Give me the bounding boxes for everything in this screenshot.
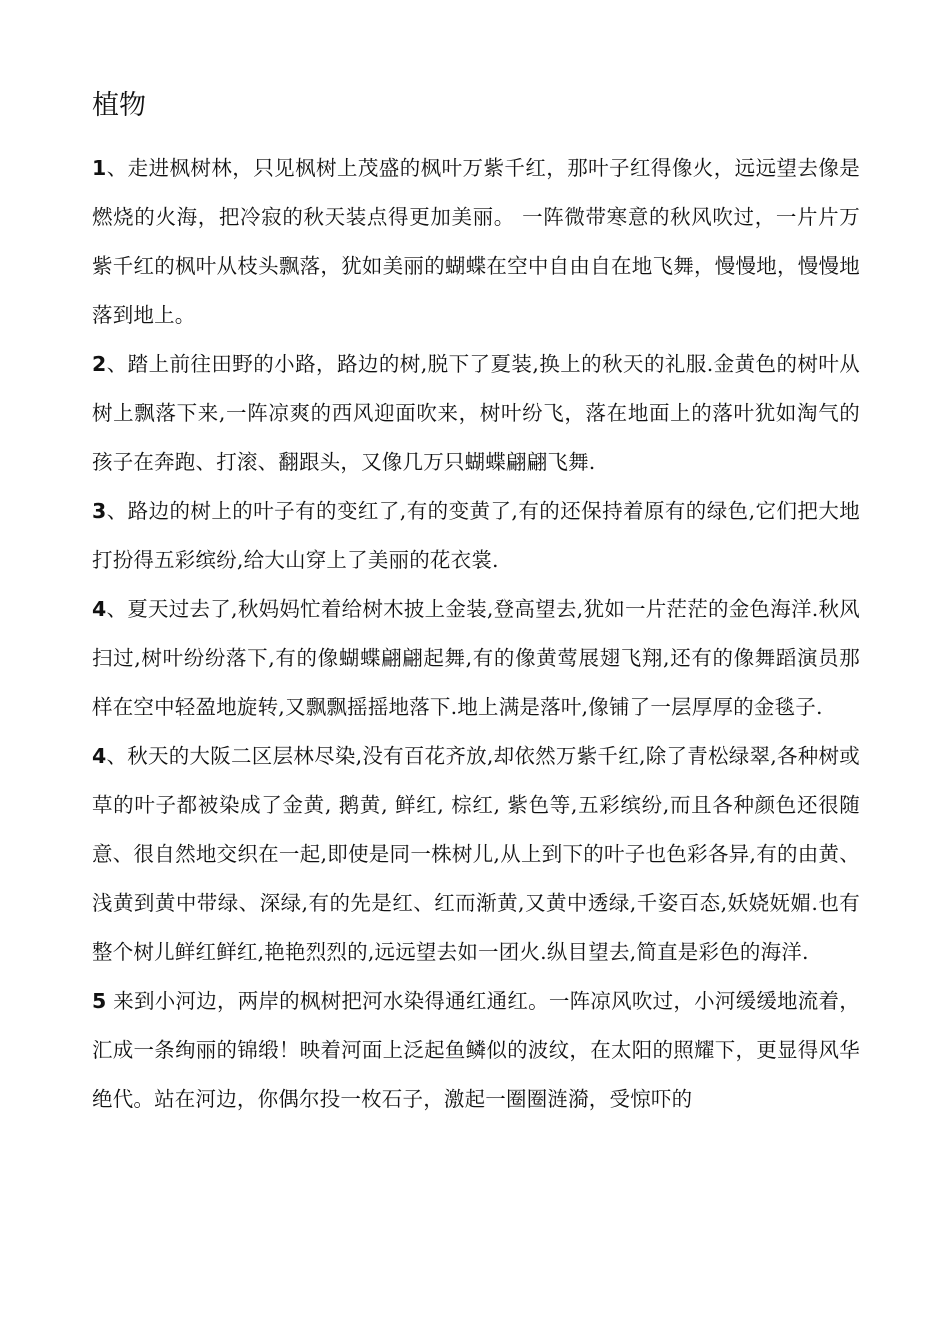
paragraph-text: 、走进枫树林，只见枫树上茂盛的枫叶万紫千红，那叶子红得像火，远远望去像是燃烧的火海，把冷寂的秋天装点得更加美丽。 一阵微带寒意的秋风吹过，一片片万紫千红的枫叶从枝头飘落，犹如美丽的蝴蝶在空中自由自在地飞舞，慢慢地，慢慢地落到地上。	[92, 156, 860, 327]
paragraph-text: 、秋天的大阪二区层林尽染,没有百花齐放,却依然万紫千红,除了青松绿翠,各种树或草的叶子都被染成了金黄, 鹅黄, 鲜红, 棕红, 紫色等,五彩缤纷,而且各种颜色还很随意、很自然地交织在一起,即使是同一株树儿,从上到下的叶子也色彩各异,有的由黄、浅黄到黄中带绿、深绿,有的先是红、红而渐黄,又黄中透绿,千姿百态,妖娆妩媚.也有整个树儿鲜红鲜红,艳艳烈烈的,远远望去如一团火.纵目望去,简直是彩色的海洋.	[92, 744, 860, 964]
paragraph	[92, 340, 860, 487]
paragraph-text: 、夏天过去了,秋妈妈忙着给树木披上金装,登高望去,犹如一片茫茫的金色海洋.秋风扫过,树叶纷纷落下,有的像蝴蝶翩翩起舞,有的像黄莺展翅飞翔,还有的像舞蹈演员那样在空中轻盈地旋转,又飘飘摇摇地落下.地上满是落叶,像铺了一层厚厚的金毯子.	[92, 597, 860, 719]
paragraph	[92, 487, 860, 585]
document-title: 植物	[92, 90, 146, 121]
paragraph-number: 5	[92, 989, 107, 1013]
paragraph	[92, 977, 860, 1124]
paragraph-number: 4	[92, 744, 107, 768]
paragraph-text: 、踏上前往田野的小路，路边的树,脱下了夏装,换上的秋天的礼服.金黄色的树叶从树上飘落下来,一阵凉爽的西风迎面吹来，树叶纷飞，落在地面上的落叶犹如淘气的孩子在奔跑、打滚、翻跟头，又像几万只蝴蝶翩翩飞舞.	[92, 352, 860, 474]
paragraph-number: 4	[92, 597, 107, 621]
paragraph-number: 1	[92, 156, 107, 180]
paragraph-text: 来到小河边，两岸的枫树把河水染得通红通红。一阵凉风吹过，小河缓缓地流着，汇成一条绚丽的锦缎！映着河面上泛起鱼鳞似的波纹，在太阳的照耀下，更显得风华绝代。站在河边，你偶尔投一枚石子，激起一圈圈涟漪，受惊吓的	[92, 989, 860, 1111]
paragraph-number: 3	[92, 499, 107, 523]
paragraph-number: 2	[92, 352, 107, 376]
paragraph	[92, 732, 860, 977]
paragraph-text: 、路边的树上的叶子有的变红了,有的变黄了,有的还保持着原有的绿色,它们把大地打扮得五彩缤纷,给大山穿上了美丽的花衣裳.	[92, 499, 860, 572]
paragraph	[92, 144, 860, 340]
paragraph-list	[92, 144, 860, 1124]
paragraph	[92, 585, 860, 732]
